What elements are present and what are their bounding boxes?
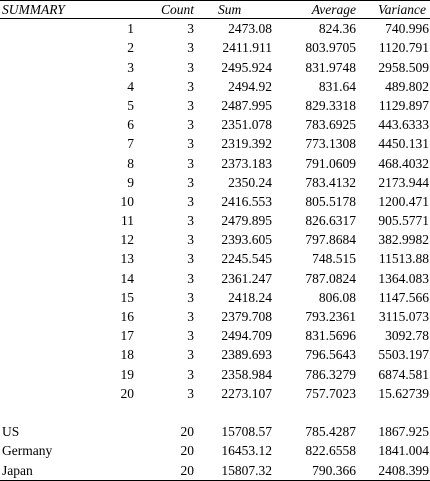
cell-count: 3 [187, 251, 194, 267]
cell-count: 3 [187, 289, 194, 305]
table-row [0, 307, 430, 326]
header-variance: Variance [378, 2, 426, 17]
cell-count: 3 [187, 366, 194, 382]
table-row [0, 365, 430, 384]
cell-average: 783.4132 [305, 174, 356, 190]
row-label: 5 [127, 97, 134, 113]
row-label: 2 [127, 40, 134, 56]
cell-variance: 1867.925 [378, 424, 429, 440]
cell-count: 3 [187, 97, 194, 113]
row-label: 11 [121, 213, 134, 229]
cell-variance: 11513.88 [378, 251, 429, 267]
row-label: 8 [127, 155, 134, 171]
cell-average: 824.36 [318, 21, 356, 37]
table-row [0, 345, 430, 364]
cell-count: 20 [180, 424, 194, 440]
row-label: US [2, 424, 20, 440]
table-row [0, 154, 430, 173]
cell-count: 3 [187, 40, 194, 56]
table-row [0, 384, 430, 403]
cell-variance: 4450.131 [378, 136, 429, 152]
table-row [0, 211, 430, 230]
cell-average: 805.5178 [305, 193, 356, 209]
row-label: 17 [120, 328, 134, 344]
cell-variance: 740.996 [385, 21, 429, 37]
table-row [0, 249, 430, 268]
row-label: 20 [120, 385, 134, 401]
row-label: 3 [127, 59, 134, 75]
cell-average: 796.5643 [305, 347, 356, 363]
cell-average: 831.64 [318, 78, 356, 94]
cell-average: 831.5696 [305, 328, 356, 344]
cell-count: 3 [187, 117, 194, 133]
cell-count: 20 [180, 462, 194, 478]
cell-count: 3 [187, 59, 194, 75]
cell-count: 3 [187, 21, 194, 37]
spacer [0, 403, 430, 422]
table-row [0, 173, 430, 192]
cell-average: 806.08 [318, 289, 356, 305]
cell-sum: 2273.107 [221, 385, 272, 401]
cell-average: 783.6925 [305, 117, 356, 133]
cell-sum: 2361.247 [221, 270, 272, 286]
row-label: 1 [127, 21, 134, 37]
cell-average: 757.7023 [305, 385, 356, 401]
cell-variance: 489.802 [385, 78, 429, 94]
cell-variance: 5503.197 [378, 347, 429, 363]
cell-count: 20 [180, 443, 194, 459]
cell-sum: 2487.995 [221, 97, 272, 113]
cell-average: 826.6317 [305, 213, 356, 229]
cell-count: 3 [187, 385, 194, 401]
cell-count: 3 [187, 136, 194, 152]
table-row [0, 230, 430, 249]
cell-count: 3 [187, 232, 194, 248]
cell-variance: 1120.791 [378, 40, 429, 56]
row-label: Japan [2, 462, 33, 478]
cell-variance: 1147.566 [378, 289, 429, 305]
cell-sum: 2416.553 [221, 193, 272, 209]
cell-average: 787.0824 [305, 270, 356, 286]
cell-variance: 6874.581 [378, 366, 429, 382]
cell-sum: 2411.911 [222, 40, 272, 56]
table-row [0, 77, 430, 96]
cell-variance: 2408.399 [378, 462, 429, 478]
row-label: 9 [127, 174, 134, 190]
table-row [0, 192, 430, 211]
header-count: Count [160, 2, 194, 17]
table-row [0, 269, 430, 288]
header-summary: SUMMARY [2, 2, 65, 17]
table-row [0, 134, 430, 153]
cell-average: 793.2361 [305, 309, 356, 324]
cell-average: 785.4287 [305, 424, 356, 440]
cell-count: 3 [187, 213, 194, 229]
cell-sum: 2389.693 [221, 347, 272, 363]
cell-variance: 382.9982 [378, 232, 429, 248]
cell-variance: 1129.897 [378, 97, 429, 113]
group-body [0, 422, 430, 480]
row-label: 6 [127, 117, 134, 133]
row-label: 13 [120, 251, 134, 267]
cell-variance: 15.62739 [378, 385, 429, 401]
table-row [0, 115, 430, 134]
cell-average: 786.3279 [305, 366, 356, 382]
cell-sum: 2473.08 [228, 21, 272, 37]
group-row [0, 461, 430, 480]
table-row [0, 288, 430, 307]
row-label: 10 [120, 193, 134, 209]
cell-sum: 2379.708 [221, 309, 272, 324]
cell-sum: 2494.709 [221, 328, 272, 344]
cell-sum: 2350.24 [228, 174, 272, 190]
cell-sum: 15807.32 [221, 462, 272, 478]
cell-average: 822.6558 [305, 443, 356, 459]
cell-count: 3 [187, 328, 194, 344]
cell-variance: 2958.509 [378, 59, 429, 75]
cell-average: 803.9705 [305, 40, 356, 56]
cell-variance: 2173.944 [378, 174, 429, 190]
cell-sum: 2319.392 [221, 136, 272, 152]
row-label: 12 [120, 232, 134, 248]
cell-sum: 2373.183 [221, 155, 272, 171]
cell-variance: 443.6333 [378, 117, 429, 133]
cell-count: 3 [187, 193, 194, 209]
cell-count: 3 [187, 155, 194, 171]
cell-sum: 2358.984 [221, 366, 272, 382]
cell-average: 773.1308 [305, 136, 356, 152]
header-average: Average [311, 2, 356, 17]
cell-count: 3 [187, 78, 194, 94]
cell-sum: 2393.605 [221, 232, 272, 248]
row-label: 19 [120, 366, 134, 382]
row-label: 16 [120, 309, 134, 324]
cell-average: 790.366 [312, 462, 356, 478]
table-row [0, 58, 430, 77]
table-row [0, 96, 430, 115]
cell-count: 3 [187, 270, 194, 286]
group-row [0, 422, 430, 441]
row-label: 14 [120, 270, 134, 286]
cell-count: 3 [187, 174, 194, 190]
cell-sum: 15708.57 [221, 424, 272, 440]
group-row [0, 441, 430, 460]
table-body [0, 19, 430, 403]
cell-variance: 1200.471 [378, 193, 429, 209]
cell-variance: 1841.004 [378, 443, 429, 459]
cell-variance: 468.4032 [378, 155, 429, 171]
cell-sum: 2351.078 [221, 117, 272, 133]
header-row [0, 0, 430, 19]
cell-variance: 3092.78 [385, 328, 429, 344]
cell-variance: 3115.073 [378, 309, 429, 324]
row-label: 15 [120, 289, 134, 305]
cell-sum: 2418.24 [228, 289, 272, 305]
cell-sum: 2245.545 [221, 251, 272, 267]
cell-average: 791.0609 [305, 155, 356, 171]
table-row [0, 19, 430, 38]
cell-sum: 2494.92 [228, 78, 272, 94]
cell-sum: 16453.12 [221, 443, 272, 459]
cell-average: 829.3318 [305, 97, 356, 113]
row-label: 4 [127, 78, 134, 94]
cell-average: 797.8684 [305, 232, 356, 248]
table-row [0, 326, 430, 345]
cell-variance: 905.5771 [378, 213, 429, 229]
cell-average: 748.515 [312, 251, 356, 267]
header-sum: Sum [218, 2, 242, 17]
table-row [0, 38, 430, 57]
row-label: 18 [120, 347, 134, 363]
cell-sum: 2495.924 [221, 59, 272, 75]
cell-count: 3 [187, 347, 194, 363]
row-label: Germany [2, 443, 53, 459]
cell-count: 3 [187, 309, 194, 324]
cell-variance: 1364.083 [378, 270, 429, 286]
cell-sum: 2479.895 [221, 213, 272, 229]
cell-average: 831.9748 [305, 59, 356, 75]
row-label: 7 [127, 136, 134, 152]
